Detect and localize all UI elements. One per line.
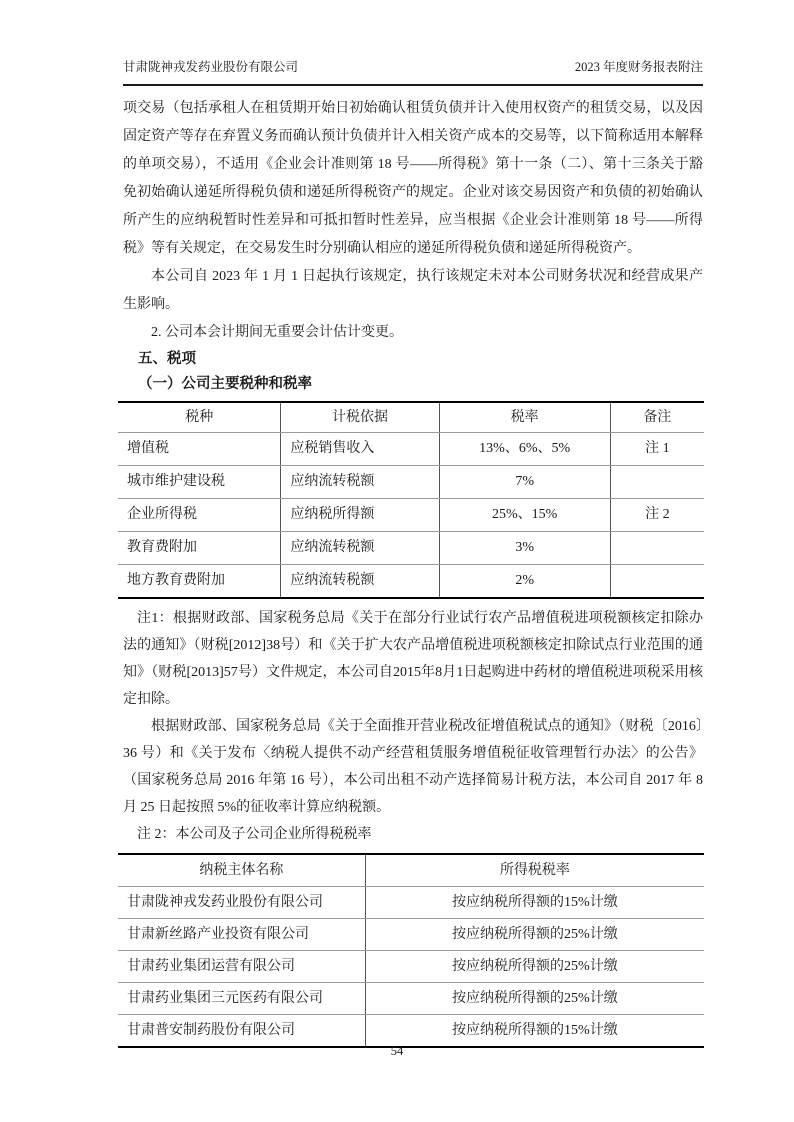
table-cell: 地方教育费附加 <box>118 565 281 599</box>
table-row <box>118 1015 704 1048</box>
note-2-title: 注 2：本公司及子公司企业所得税税率 <box>137 827 372 842</box>
page-number: 54 <box>390 1044 404 1058</box>
note-1-paragraph: 注1：根据财政部、国家税务总局《关于在部分行业试行农产品增值税进项税额核定扣除办法的通知》（财税[2012]38号）和《关于扩大农产品增值税进项税额核定扣除试点行业范围的通知》（财税[2013]57号）文件规定，本公司自2015年8月1日起购进中药材的增值税进项税采用核定扣除。 <box>123 611 703 707</box>
table-cell: 按应纳税所得额的25%计缴 <box>365 983 704 1015</box>
table-cell <box>610 466 704 499</box>
table-cell: 应纳流转税额 <box>281 532 439 565</box>
table-cell: 3% <box>439 532 610 565</box>
page-header <box>123 57 703 86</box>
table-cell: 按应纳税所得额的15%计缴 <box>365 887 704 919</box>
subsection-title-main-taxes: （一）公司主要税种和税率 <box>138 376 312 392</box>
paragraph-estimate-change: 2. 公司本会计期间无重要会计估计变更。 <box>151 325 403 340</box>
table-row <box>118 887 704 919</box>
column-header-tax-basis: 计税依据 <box>281 402 439 433</box>
table-cell: 企业所得税 <box>118 499 281 532</box>
table-row <box>118 466 704 499</box>
table-cell: 2% <box>439 565 610 599</box>
column-header-tax-type: 税种 <box>118 402 281 433</box>
page-content <box>123 95 703 1048</box>
table-cell: 应纳流转税额 <box>281 466 439 499</box>
table-cell: 应纳税所得额 <box>281 499 439 532</box>
table-cell: 按应纳税所得额的25%计缴 <box>365 951 704 983</box>
column-header-remark: 备注 <box>610 402 704 433</box>
table-cell: 甘肃药业集团三元医药有限公司 <box>118 983 365 1015</box>
table-row <box>118 983 704 1015</box>
table-cell: 注 2 <box>610 499 704 532</box>
table-row <box>118 951 704 983</box>
table-cell: 甘肃新丝路产业投资有限公司 <box>118 919 365 951</box>
income-tax-rate-table <box>118 853 704 1048</box>
table-cell: 按应纳税所得额的15%计缴 <box>452 1023 618 1038</box>
table-cell: 按应纳税所得额的25%计缴 <box>365 919 704 951</box>
table-cell: 7% <box>439 466 610 499</box>
table-cell: 13%、6%、5% <box>439 433 610 466</box>
table-cell <box>610 565 704 599</box>
table-cell: 城市维护建设税 <box>118 466 281 499</box>
table-header-row <box>118 854 704 887</box>
column-header-income-tax-rate: 所得税税率 <box>365 854 704 887</box>
note-1-paragraph-continued: 根据财政部、国家税务总局《关于全面推开营业税改征增值税试点的通知》（财税〔2016〕36 号）和《关于发布〈纳税人提供不动产经营租赁服务增值税征收管理暂行办法〉的公告》（国家税务总局 2016 年第 16 号），本公司出租不动产选择简易计税方法，本公司自 2017 年 8 月 25 日起按照 5%的征收率计算应纳税额。 <box>123 719 703 815</box>
table-cell: 增值税 <box>118 433 281 466</box>
main-tax-table <box>118 401 704 599</box>
table-cell: 教育费附加 <box>118 532 281 565</box>
table-header-row <box>118 402 704 433</box>
table-cell: 25%、15% <box>439 499 610 532</box>
table-row <box>118 499 704 532</box>
table-row <box>118 532 704 565</box>
table-row <box>118 565 704 599</box>
section-title-taxes: 五、税项 <box>138 351 196 367</box>
table-cell <box>610 532 704 565</box>
column-header-entity-name: 纳税主体名称 <box>118 854 365 887</box>
table-row <box>118 433 704 466</box>
column-header-tax-rate: 税率 <box>439 402 610 433</box>
header-doc-title: 2023 年度财务报表附注 <box>574 60 703 74</box>
table-cell: 应纳流转税额 <box>281 565 439 599</box>
table-row <box>118 919 704 951</box>
table-cell: 甘肃药业集团运营有限公司 <box>118 951 365 983</box>
table-cell: 甘肃普安制药股份有限公司 <box>118 1015 365 1048</box>
table-cell: 应税销售收入 <box>281 433 439 466</box>
table-cell: 甘肃陇神戎发药业股份有限公司 <box>118 887 365 919</box>
header-company-name: 甘肃陇神戎发药业股份有限公司 <box>123 60 299 74</box>
paragraph-continuation: 项交易（包括承租人在租赁期开始日初始确认租赁负债并计入使用权资产的租赁交易，以及因固定资产等存在弃置义务而确认预计负债并计入相关资产成本的交易等，以下简称适用本解释的单项交易），不适用《企业会计准则第 18 号——所得税》第十一条（二）、第十三条关于豁免初始确认递延所得税负债和递延所得税资产的规定。企业对该交易因资产和负债的初始确认所产生的应纳税暂时性差异和可抵扣暂时性差异，应当根据《企业会计准则第 18 号——所得税》等有关规定，在交易发生时分别确认相应的递延所得税负债和递延所得税资产。 <box>123 101 703 256</box>
table-cell: 注 1 <box>610 433 704 466</box>
paragraph-effective-date: 本公司自 2023 年 1 月 1 日起执行该规定，执行该规定未对本公司财务状况和经营成果产生影响。 <box>123 269 703 312</box>
